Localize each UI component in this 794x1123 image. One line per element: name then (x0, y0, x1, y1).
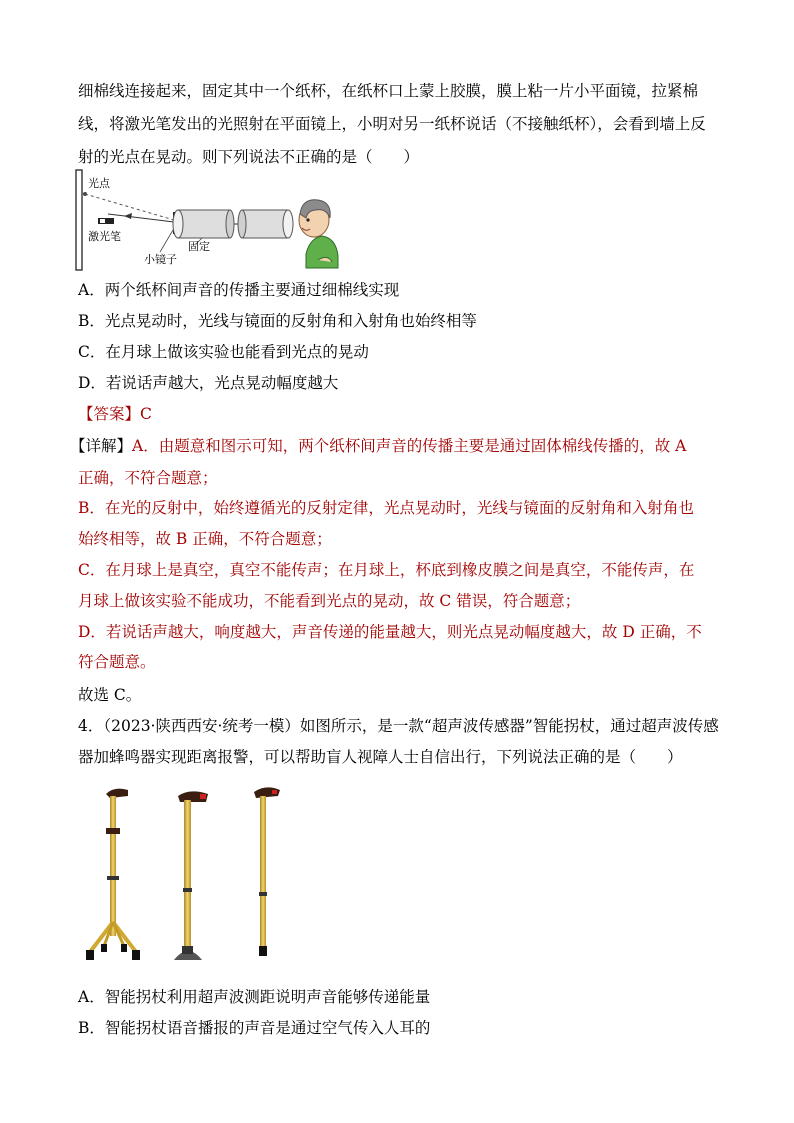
detail-line-7: D．若说话声越大，响度越大，声音传递的能量越大，则光点晃动幅度越大，故 D 正确，不 (78, 623, 702, 641)
boy-speaking-icon (299, 200, 338, 268)
q3-option-c: C．在月球上做该实验也能看到光点的晃动 (78, 343, 369, 361)
paper-cup-2 (242, 210, 288, 238)
label-light-spot: 光点 (88, 177, 110, 190)
q3-option-a: A．两个纸杯间声音的传播主要通过细棉线实现 (78, 281, 400, 299)
detail-text-1: A．由题意和图示可知，两个纸杯间声音的传播主要是通过固体棉线传播的，故 A (132, 437, 687, 455)
q3-option-b: B．光点晃动时，光线与镜面的反射角和入射角也始终相等 (78, 312, 477, 330)
label-fixed: 固定 (188, 240, 210, 253)
q4-option-a: A．智能拐杖利用超声波测距说明声音能够传递能量 (78, 988, 431, 1006)
detail-line-6: 月球上做该实验不能成功，不能看到光点的晃动，故 C 错误，符合题意； (78, 592, 581, 610)
detail-line-4: 始终相等，故 B 正确，不符合题意； (78, 530, 332, 548)
q3-intro-line-2: 线，将激光笔发出的光照射在平面镜上，小明对另一纸杯说话（不接触纸杯），会看到墙上反 (78, 115, 706, 133)
q3-intro-line-3: 射的光点在晃动。则下列说法不正确的是（ ） (78, 148, 420, 166)
q4-stem-line-2: 器加蜂鸣器实现距离报警，可以帮助盲人视障人士自信出行，下列说法正确的是（ ） (78, 748, 683, 766)
quad-base-cane (86, 789, 140, 960)
paper-cup-1 (178, 210, 230, 238)
detail-line-8: 符合题意。 (78, 653, 156, 671)
tripod-base-cane (174, 791, 208, 960)
wall (76, 170, 82, 270)
cup-telephone-figure (70, 168, 340, 274)
q4-stem-line-1: 4．（2023·陕西西安·统考一模）如图所示，是一款“超声波传感器”智能拐杖，通过超声波传感 (78, 717, 719, 735)
detail-line-1 (70, 435, 686, 457)
laser-beam (108, 214, 174, 222)
q3-option-d: D．若说话声越大，光点晃动幅度越大 (78, 374, 339, 392)
detail-line-2: 正确，不符合题意； (78, 469, 218, 487)
detail-line-5: C．在月球上是真空，真空不能传声；在月球上，杯底到橡皮膜之间是真空，不能传声，在 (78, 561, 695, 579)
single-tip-cane (254, 787, 280, 956)
detail-line-3: B．在光的反射中，始终遵循光的反射定律，光点晃动时，光线与镜面的反射角和入射角也 (78, 499, 694, 517)
label-laser-pen: 激光笔 (88, 230, 121, 243)
smart-canes-figure (80, 782, 290, 966)
arrow-marker (124, 213, 132, 219)
label-mirror: 小镜子 (144, 253, 177, 266)
conclusion-line: 故选 C。 (78, 686, 142, 704)
q3-intro-line-1: 细棉线连接起来，固定其中一个纸杯，在纸杯口上蒙上胶膜，膜上粘一片小平面镜，拉紧棉 (78, 82, 699, 100)
answer-tag: 【答案】 (78, 405, 141, 423)
answer-value: C (140, 405, 152, 423)
answer-line (78, 403, 152, 425)
detail-tag: 【详解】 (70, 437, 133, 455)
q4-option-b: B．智能拐杖语音播报的声音是通过空气传入人耳的 (78, 1019, 431, 1037)
